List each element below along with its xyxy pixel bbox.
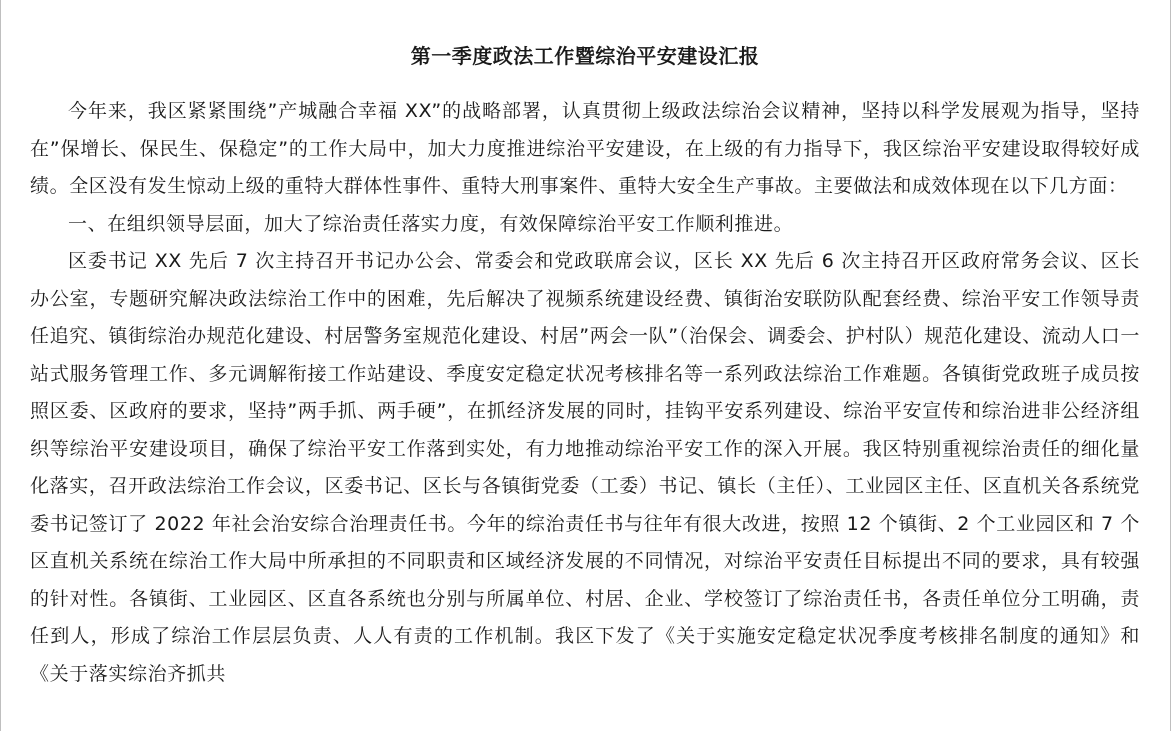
section-heading: 一、在组织领导层面，加大了综治责任落实力度，有效保障综治平安工作顺利推进。 (68, 212, 794, 235)
document-title: 第一季度政法工作暨综治平安建设汇报 (410, 44, 760, 68)
section-body-paragraph: 区委书记 XX 先后 7 次主持召开书记办公会、常委会和党政联席会议，区长 XX 先后 6 次主持召开区政府常务会议、区长办公室，专题研究解决政法综治工作中的困难，先后解决了视频系统建设经费、镇街治安联防队配套经费、综治平安工作领导责任追究、镇街综治办规范化建设、村居警务室规范化建设、村居”两会一队”（治保会、调委会、护村队）规范化建设、流动人口一站式服务管理工作、多元调解衔接工作站建设、季度安定稳定状况考核排名等一系列政法综治工作难题。各镇街党政班子成员按照区委、区政府的要求，坚持”两手抓、两手硬”，在抓经济发展的同时，挂钩平安系列建设、综治平安宣传和综治进非公经济组织等综治平安建设项目，确保了综治平安工作落到实处，有力地推动综治平安工作的深入开展。我区特别重视综治责任的细化量化落实，召开政法综治工作会议，区委书记、区长与各镇街党委（工委）书记、镇长（主任）、工业园区主任、区直机关各系统党委书记签订了 2022 年社会治安综合治理责任书。今年的综治责任书与往年有很大改进，按照 12 个镇街、2 个工业园区和 7 个区直机关系统在综治工作大局中所承担的不同职责和区域经济发展的不同情况，对综治平安责任目标提出不同的要求，具有较强的针对性。各镇街、工业园区、区直各系统也分别与所属单位、村居、企业、学校签订了综治责任书，各责任单位分工明确，责任到人，形成了综治工作层层负责、人人有责的工作机制。我区下发了《关于实施安定稳定状况季度考核排名制度的通知》和《关于落实综治齐抓共 (30, 250, 1140, 685)
document-body (30, 41, 1140, 693)
page-left-edge (0, 0, 1, 731)
intro-paragraph: 今年来，我区紧紧围绕”产城融合幸福 XX”的战略部署，认真贯彻上级政法综治会议精神，坚持以科学发展观为指导，坚持在”保增长、保民生、保稳定”的工作大局中，加大力度推进综治平安建设，在上级的有力指导下，我区综治平安建设取得较好成绩。全区没有发生惊动上级的重特大群体性事件、重特大刑事案件、重特大安全生产事故。主要做法和成效体现在以下几方面： (30, 100, 1140, 197)
